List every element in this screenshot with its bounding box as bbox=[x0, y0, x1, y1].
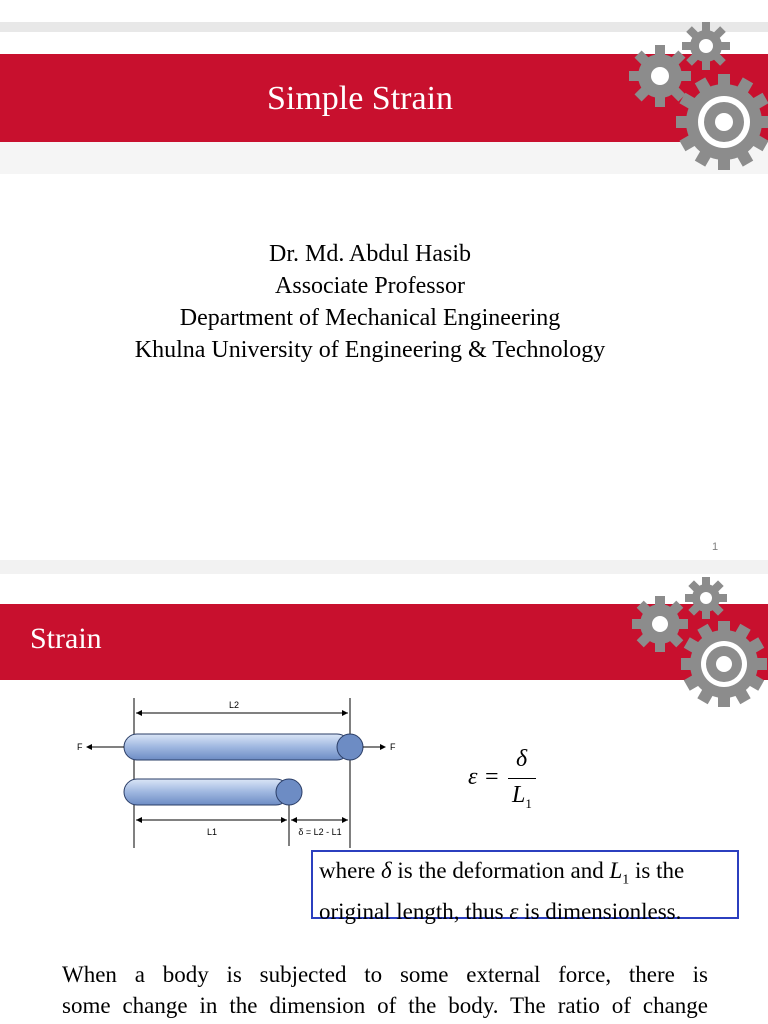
page-number: 1 bbox=[712, 541, 719, 553]
author-title: Associate Professor bbox=[275, 273, 465, 299]
slide-title: Simple Strain bbox=[266, 80, 454, 117]
definition-note bbox=[311, 850, 739, 924]
body-paragraph bbox=[62, 959, 708, 1021]
note-line-2: original length, thus ε is dimensionless. bbox=[319, 898, 682, 924]
label-l1: L1 bbox=[206, 827, 218, 837]
slide-title: Strain bbox=[30, 622, 102, 655]
label-force-right: F bbox=[390, 742, 396, 752]
rod-elongated bbox=[124, 734, 350, 760]
label-delta: δ = L2 - L1 bbox=[298, 827, 342, 837]
author-university: Khulna University of Engineering & Technology bbox=[134, 337, 606, 363]
author-block bbox=[0, 238, 740, 366]
fraction-bar bbox=[508, 778, 536, 779]
note-line-1: where δ is the deformation and $L_1$ is the bbox=[319, 858, 685, 888]
gears-icon bbox=[628, 16, 768, 176]
slide-separator bbox=[0, 560, 768, 574]
rod-original bbox=[124, 779, 289, 805]
gears-icon bbox=[628, 574, 768, 714]
author-department: Department of Mechanical Engineering bbox=[179, 305, 561, 331]
body-line-1: When a body is subjected to some external force, there is bbox=[62, 962, 708, 987]
formula-lhs: ε = bbox=[468, 764, 500, 790]
author-name: Dr. Md. Abdul Hasib bbox=[268, 241, 471, 267]
slide-2 bbox=[0, 574, 768, 1024]
body-line-2: some change in the dimension of the body. The ratio of change bbox=[62, 993, 708, 1018]
label-force-left: F bbox=[77, 742, 83, 752]
formula-numerator: δ bbox=[516, 746, 528, 772]
formula-denominator: $L_1$ bbox=[512, 782, 532, 811]
label-l2: L2 bbox=[228, 700, 240, 710]
strain-diagram bbox=[60, 688, 400, 848]
